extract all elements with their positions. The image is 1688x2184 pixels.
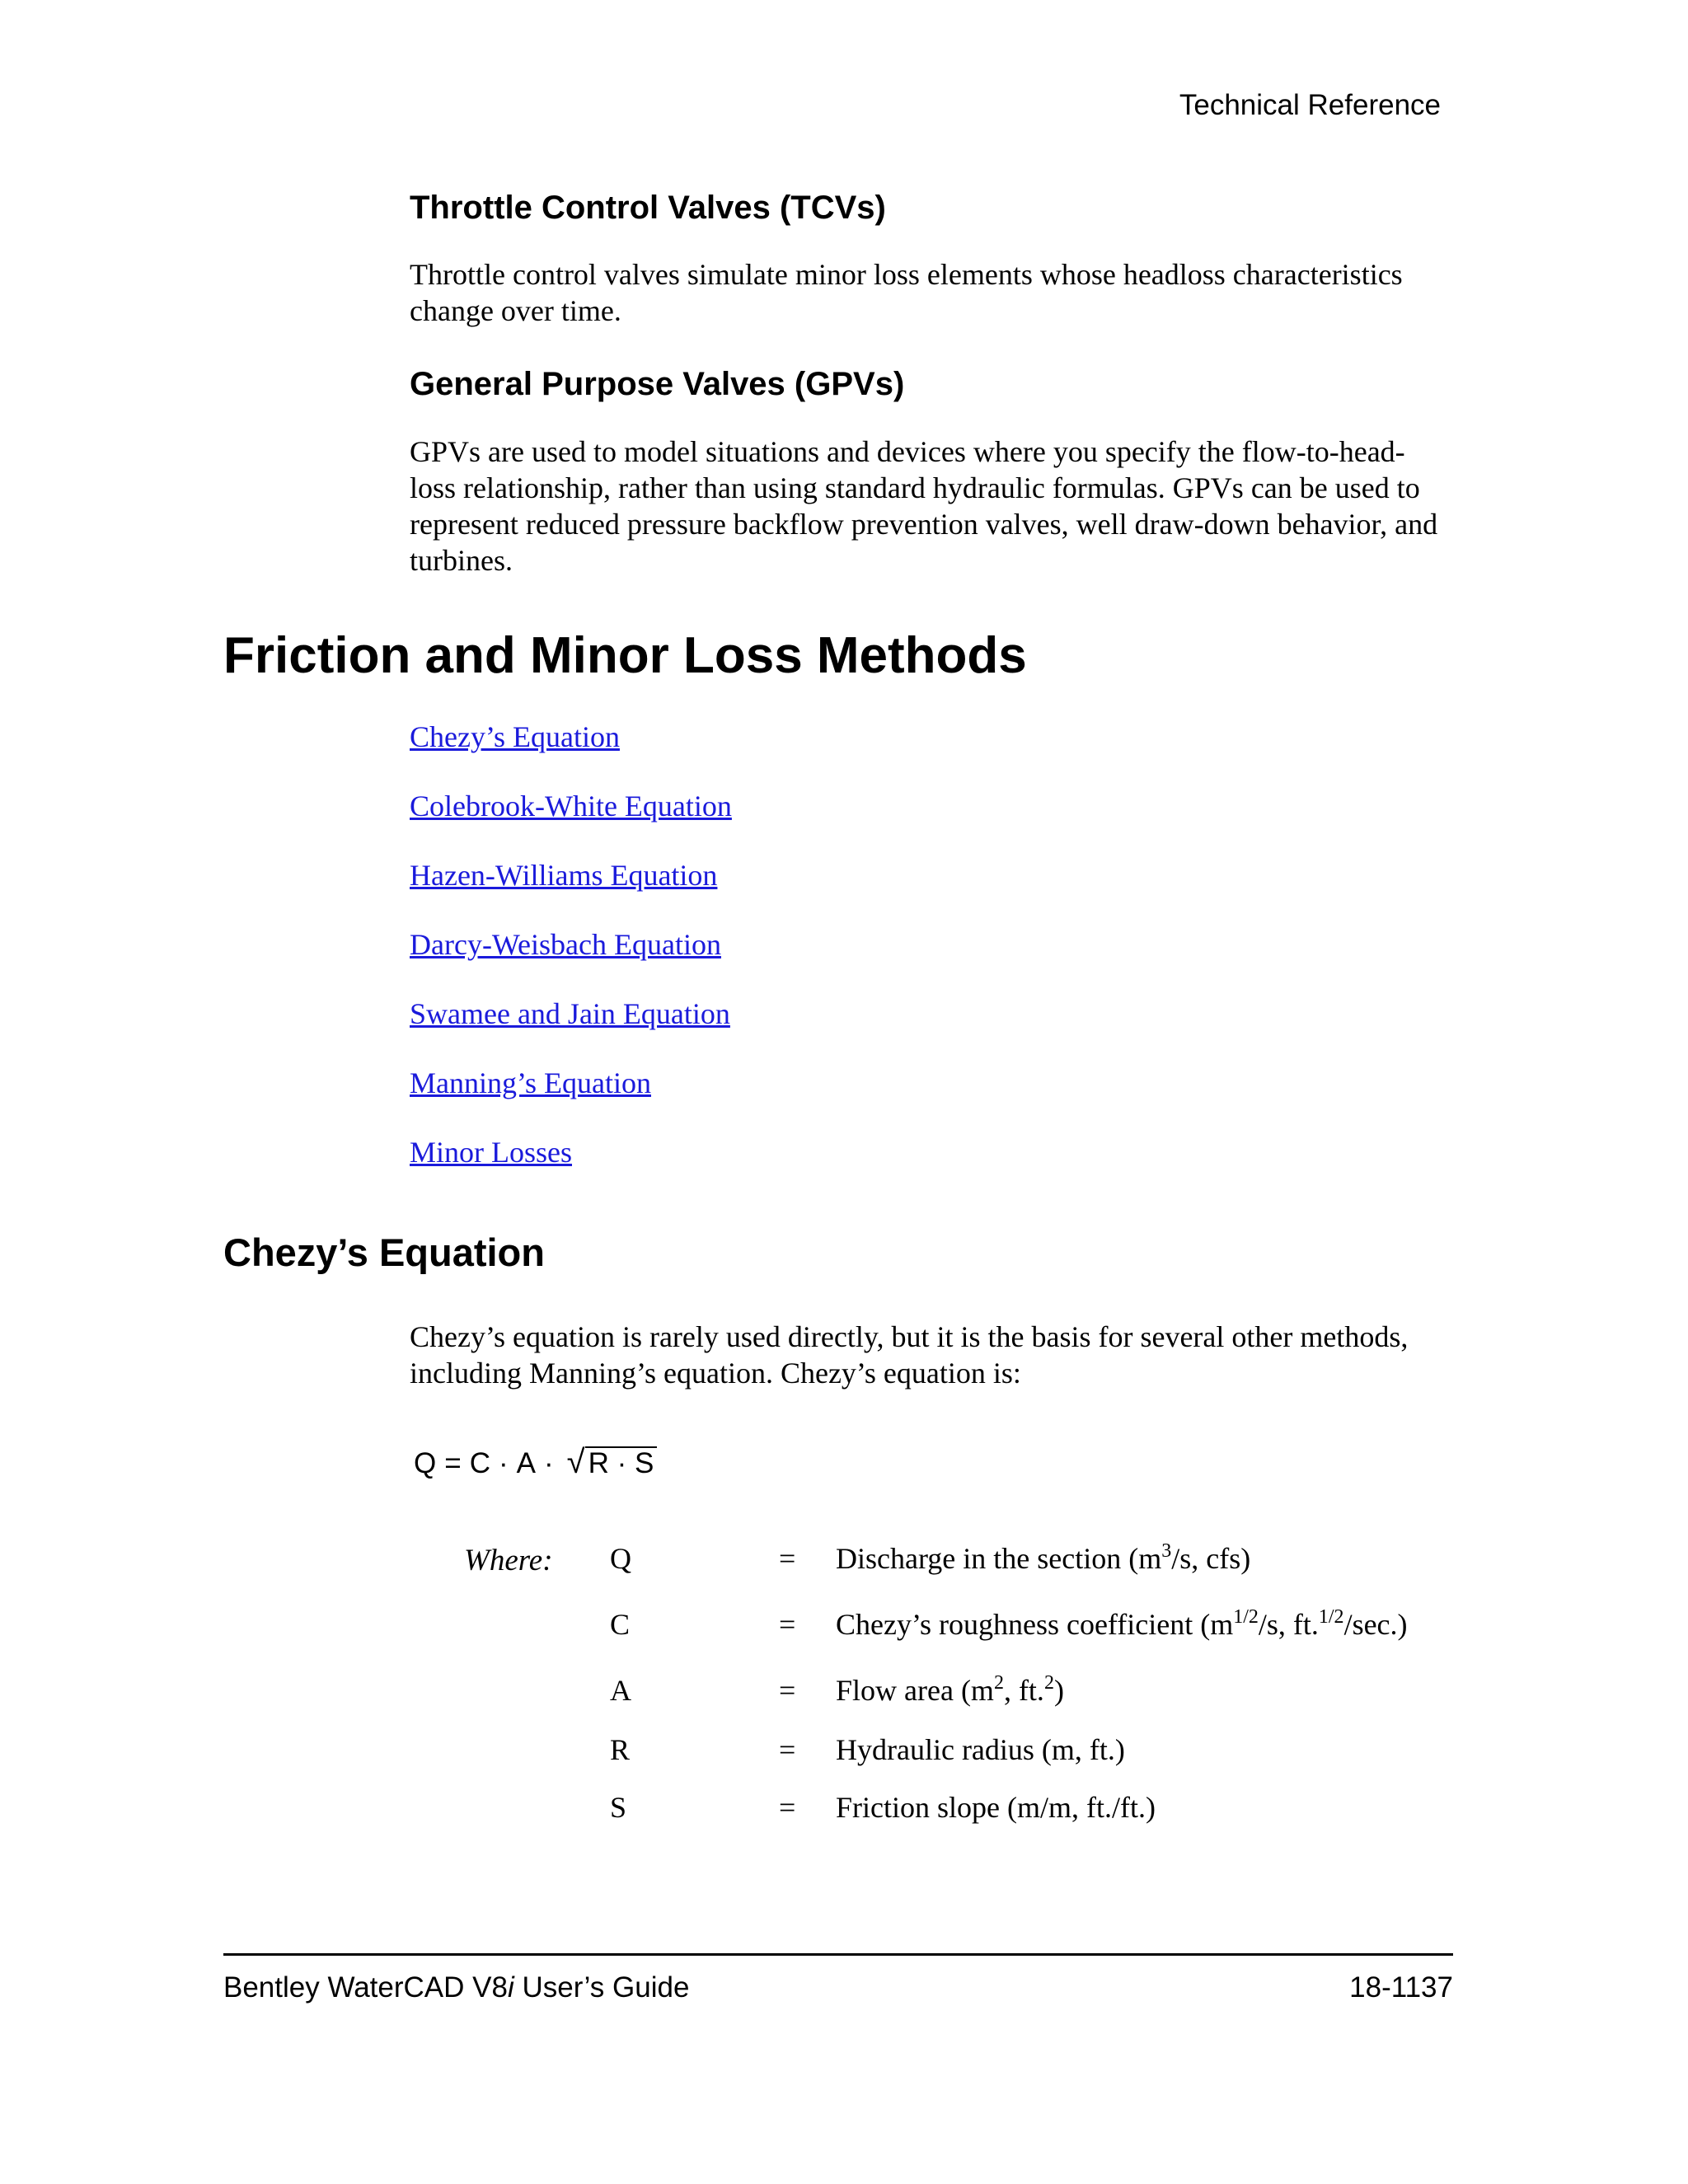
running-header: Technical Reference <box>1179 89 1441 121</box>
formula-lhs: Q <box>414 1447 437 1479</box>
gpv-body: GPVs are used to model situations and devices where you specify the flow-to-head-loss relationship, rather than using standard hydraulic formulas. GPVs can be used to represent reduced pressure backflow prevention valves, well draw-down behavior, and turbines. <box>410 435 1438 577</box>
list-item <box>410 857 732 926</box>
variable-equals: = <box>779 1674 796 1707</box>
variable-definitions <box>0 1541 1688 1838</box>
variable-equals: = <box>779 1608 796 1641</box>
formula-term-a: A <box>516 1447 536 1479</box>
list-item <box>410 996 732 1065</box>
link-chezy[interactable]: Chezy’s Equation <box>410 720 620 753</box>
sqrt-icon: √ <box>566 1444 585 1480</box>
link-swamee-jain[interactable]: Swamee and Jain Equation <box>410 997 730 1030</box>
link-colebrook-white[interactable]: Colebrook-White Equation <box>410 790 732 823</box>
formula-dot: · <box>498 1447 509 1479</box>
list-item <box>410 788 732 857</box>
variable-symbol: C <box>610 1608 631 1641</box>
where-label: Where: <box>464 1544 553 1577</box>
formula-equals: = <box>444 1447 462 1479</box>
variable-symbol: S <box>610 1791 627 1824</box>
footer-guide-title: Bentley WaterCAD V8i User’s Guide <box>223 1971 690 2004</box>
link-darcy-weisbach[interactable]: Darcy-Weisbach Equation <box>410 928 721 961</box>
variable-equals: = <box>779 1733 796 1766</box>
formula-dot: · <box>543 1447 554 1479</box>
method-link-list <box>410 719 732 1203</box>
variable-description: Discharge in the section ($m^3/s$, cfs) <box>836 1540 1251 1575</box>
chezy-heading: Chezy’s Equation <box>223 1230 545 1274</box>
formula-term-c: C <box>469 1447 490 1479</box>
chezy-formula <box>414 1444 657 1481</box>
list-item <box>410 719 732 788</box>
gpv-heading: General Purpose Valves (GPVs) <box>410 366 905 402</box>
formula-radicand: R · S <box>585 1446 658 1479</box>
variable-equals: = <box>779 1791 796 1824</box>
chezy-body: Chezy’s equation is rarely used directly, but it is the basis for several other methods, including Manning’s equation. Chezy’s equation is: <box>410 1320 1409 1390</box>
tcv-body: Throttle control valves simulate minor loss elements whose headloss characteristics change over time. <box>410 258 1403 327</box>
link-hazen-williams[interactable]: Hazen-Williams Equation <box>410 859 718 892</box>
variable-description: Flow area ($m^2$, ft.$^2$) <box>836 1672 1064 1707</box>
list-item <box>410 1065 732 1134</box>
friction-heading: Friction and Minor Loss Methods <box>223 627 1027 684</box>
footer-rule <box>223 1953 1453 1956</box>
link-manning[interactable]: Manning’s Equation <box>410 1066 651 1099</box>
variable-description: Chezy’s roughness coefficient ($m^{1/2}/s$, ft.$^{1/2}$/sec.) <box>836 1606 1408 1641</box>
variable-equals: = <box>779 1542 796 1575</box>
variable-symbol: A <box>610 1674 631 1707</box>
link-minor-losses[interactable]: Minor Losses <box>410 1136 572 1169</box>
list-item <box>410 926 732 996</box>
list-item <box>410 1134 732 1203</box>
tcv-heading: Throttle Control Valves (TCVs) <box>410 190 886 226</box>
variable-description: Hydraulic radius (m, ft.) <box>836 1733 1125 1766</box>
page-number: 18-1137 <box>1349 1971 1453 2004</box>
variable-description: Friction slope (m/m, ft./ft.) <box>836 1791 1156 1824</box>
variable-symbol: R <box>610 1733 631 1766</box>
variable-symbol: Q <box>610 1542 631 1575</box>
